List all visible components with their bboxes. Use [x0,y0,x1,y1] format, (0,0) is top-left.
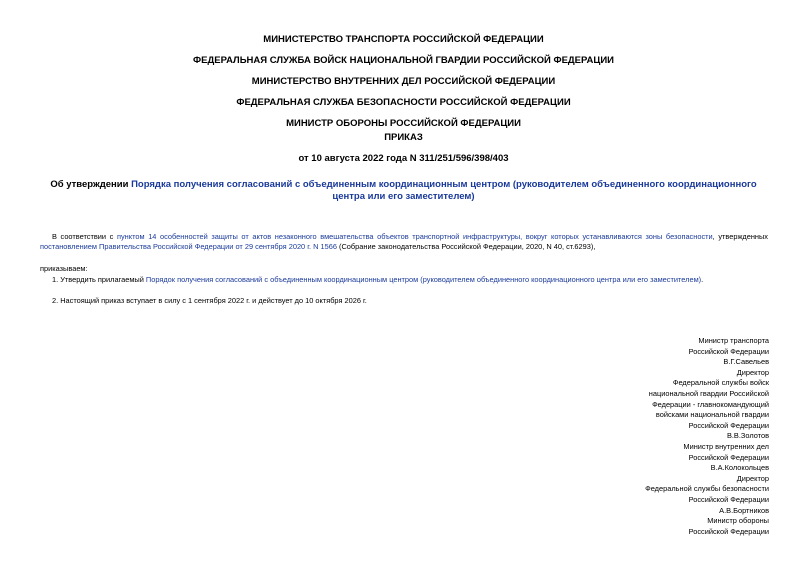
signature-line: Российской Федерации [688,526,769,536]
authority-defense: МИНИСТР ОБОРОНЫ РОССИЙСКОЙ ФЕДЕРАЦИИ [286,118,521,129]
signature-line: Директор [736,473,769,483]
signature-block [645,336,769,537]
title-prefix: Об утверждении [50,179,132,190]
signature-line: Российской Федерации [688,420,769,430]
preamble-text-2: , утвержденных [712,232,769,241]
signature-line: Российской Федерации [688,494,769,504]
signature-line: Министр транспорта [698,336,769,345]
preamble-link-resolution-1566[interactable]: постановлением Правительства Российской Федерации от 29 сентября 2020 г. N 1566 [40,242,337,251]
orders-word: приказываем: [40,264,88,273]
order-item-1 [52,275,703,285]
signature-line: Министр внутренних дел [683,441,769,451]
document-title [40,179,767,203]
issuing-authorities [0,34,807,139]
order-date-number: от 10 августа 2022 года N 311/251/596/398/403 [298,153,509,164]
order-heading: ПРИКАЗ [384,132,423,143]
preamble-paragraph [40,232,768,252]
signature-line: В.А.Колокольцев [710,463,769,473]
signature-line: войсками национальной гвардии [655,410,769,420]
signature-line: Федеральной службы войск [672,378,769,388]
signature-line: Министр обороны [707,516,769,526]
order-item-2: 2. Настоящий приказ вступает в силу с 1 сентября 2022 г. и действует до 10 октября 2026 г. [52,296,367,305]
authority-national-guard: ФЕДЕРАЛЬНАЯ СЛУЖБА ВОЙСК НАЦИОНАЛЬНОЙ ГВАРДИИ РОССИЙСКОЙ ФЕДЕРАЦИИ [193,55,614,66]
authority-security-service: ФЕДЕРАЛЬНАЯ СЛУЖБА БЕЗОПАСНОСТИ РОССИЙСКОЙ ФЕДЕРАЦИИ [236,97,571,108]
item-1-procedure-link[interactable]: Порядок получения согласований с объединенным координационным центром (руководителем объединенного координационного центра или его заместителем) [145,275,702,284]
signature-line: В.В.Золотов [726,431,769,441]
signature-line: Российской Федерации [688,346,769,356]
preamble-link-clause-14[interactable]: пунктом 14 особенностей защиты от актов незаконного вмешательства объектов транспортной инфраструктуры, вокруг которых устанавливаются зоны безопасности [116,232,713,241]
signature-line: Директор [736,367,769,377]
title-link[interactable]: Порядка получения согласований с объединенным координационным центром (руководителем объединенного координационного центра или его заместителем) [131,179,757,202]
item-1-suffix: . [701,275,704,284]
signature-line: Российской Федерации [688,452,769,462]
signature-line: Федеральной службы безопасности [645,484,769,494]
authority-interior: МИНИСТЕРСТВО ВНУТРЕННИХ ДЕЛ РОССИЙСКОЙ ФЕДЕРАЦИИ [251,76,556,87]
preamble-text-1: В соответствии с [52,232,117,241]
authority-transport: МИНИСТЕРСТВО ТРАНСПОРТА РОССИЙСКОЙ ФЕДЕРАЦИИ [263,34,544,45]
signature-line: В.Г.Савельев [723,357,769,367]
signature-line: А.В.Бортников [719,505,769,515]
item-1-prefix: 1. Утвердить прилагаемый [52,275,146,284]
preamble-text-3: (Собрание законодательства Российской Федерации, 2020, N 40, ст.6293), [336,242,596,251]
signature-line: Федерации - главнокомандующий [652,399,769,409]
signature-line: национальной гвардии Российской [648,388,769,398]
